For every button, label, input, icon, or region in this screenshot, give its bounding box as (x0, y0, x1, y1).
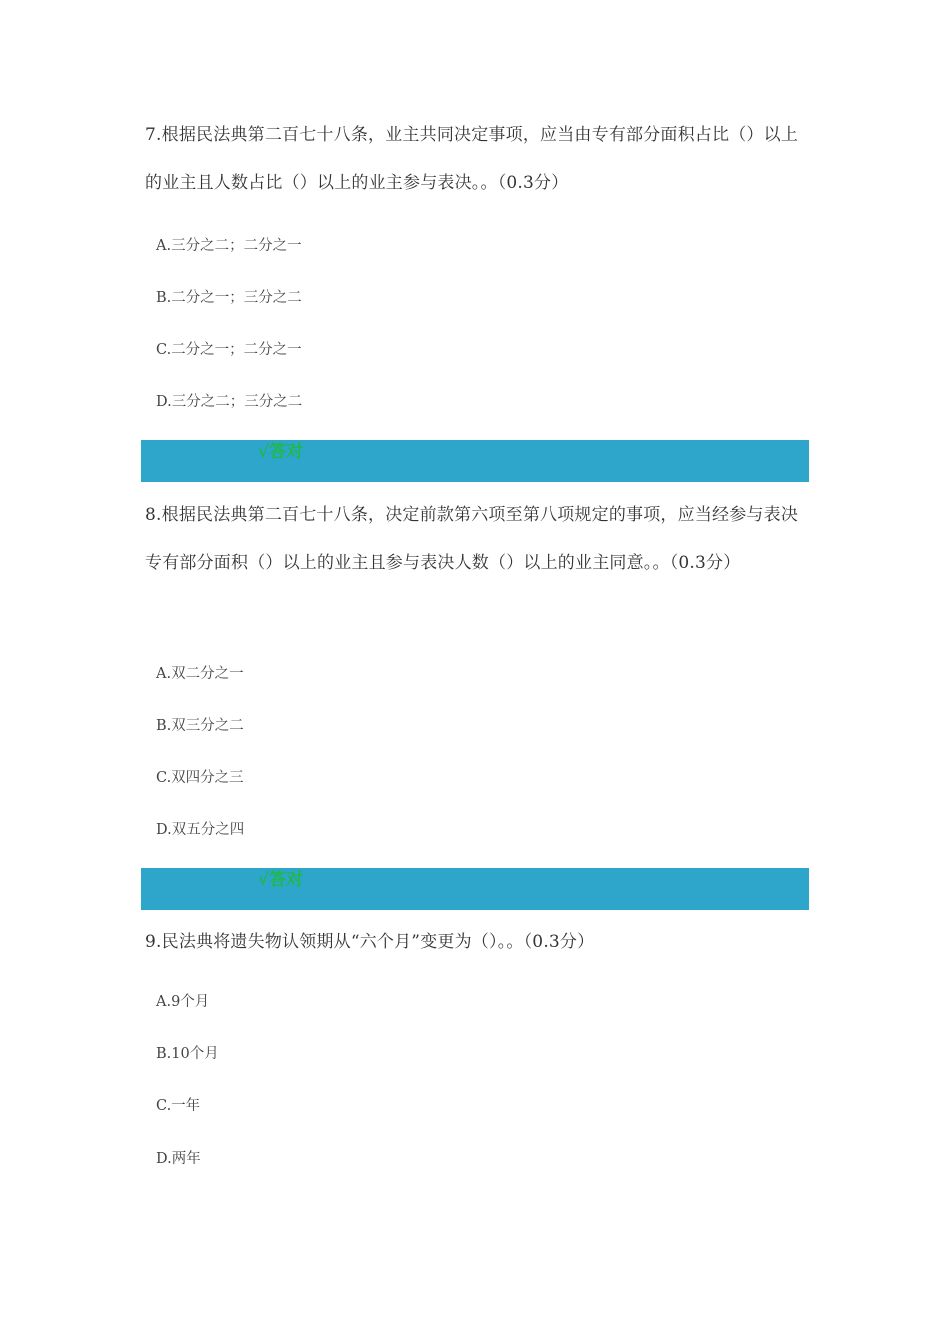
question-8-answer-status: √答对 (258, 870, 304, 890)
question-7-text: 7.根据民法典第二百七十八条，业主共同决定事项，应当由专有部分面积占比（）以上的业主且人数占比（）以上的业主参与表决。。（0.3分） (145, 125, 799, 193)
question-7-option-c: C.二分之一；二分之一 (156, 342, 302, 358)
question-7-option-b: B.二分之一；三分之二 (156, 290, 302, 306)
question-7-answer-bar (141, 440, 809, 482)
question-9-option-d: D.两年 (156, 1151, 201, 1167)
question-8-option-d: D.双五分之四 (156, 822, 245, 838)
question-9-option-a: A.9个月 (156, 994, 210, 1010)
question-7-option-d: D.三分之二；三分之二 (156, 394, 303, 410)
question-8-option-c: C.双四分之三 (156, 770, 244, 786)
question-8-option-b: B.双三分之二 (156, 718, 244, 734)
question-7-option-a: A.三分之二；二分之一 (156, 238, 302, 254)
question-9-option-c: C.一年 (156, 1098, 201, 1114)
question-8-option-a: A.双二分之一 (156, 666, 244, 682)
question-9-option-b: B.10个月 (156, 1046, 219, 1062)
question-8-text: 8.根据民法典第二百七十八条，决定前款第六项至第八项规定的事项，应当经参与表决专有部分面积（）以上的业主且参与表决人数（）以上的业主同意。。（0.3分） (145, 505, 799, 573)
question-9-text: 9.民法典将遗失物认领期从“六个月”变更为（）。。（0.3分） (145, 932, 595, 952)
question-7-answer-status: √答对 (258, 442, 304, 462)
question-8-answer-bar (141, 868, 809, 910)
